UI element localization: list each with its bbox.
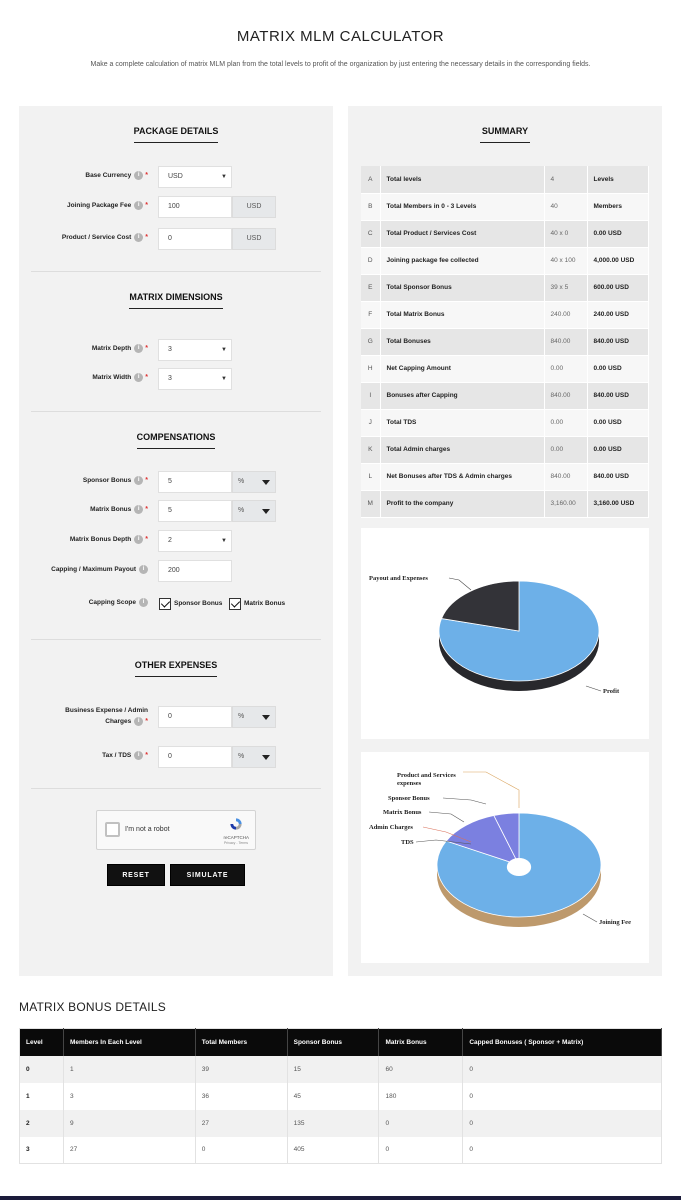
- summary-key: L: [361, 463, 380, 490]
- chart-label: Payout and Expenses: [369, 575, 428, 582]
- table-row: [20, 1137, 662, 1164]
- table-row: [20, 1083, 662, 1110]
- info-icon[interactable]: i: [134, 373, 143, 382]
- column-header: Capped Bonuses ( Sponsor + Matrix): [463, 1029, 662, 1056]
- summary-row: [361, 220, 649, 247]
- info-icon[interactable]: i: [134, 505, 143, 514]
- page-title: MATRIX MLM CALCULATOR: [236, 28, 445, 45]
- matrix-dimensions-heading: MATRIX DIMENSIONS: [19, 292, 333, 309]
- chart-label: TDS: [401, 839, 414, 846]
- matrix-width-label: Matrix Width: [92, 374, 132, 382]
- table-cell: 15: [287, 1056, 379, 1083]
- matrix-bonus-depth-select[interactable]: 2 ▼: [158, 530, 232, 552]
- summary-result: 240.00 USD: [587, 301, 649, 328]
- summary-result: 4,000.00 USD: [587, 247, 649, 274]
- payout-breakdown-chart: [361, 752, 649, 963]
- caret-down-icon: [262, 480, 270, 485]
- sponsor-bonus-row: [19, 471, 333, 493]
- summary-result: 840.00 USD: [587, 463, 649, 490]
- required-marker: *: [145, 718, 148, 725]
- summary-result: 3,160.00 USD: [587, 490, 649, 517]
- summary-calc: 840.00: [544, 328, 587, 355]
- product-cost-row: [19, 228, 333, 250]
- table-cell: 0: [379, 1137, 463, 1164]
- joining-fee-input[interactable]: 100: [158, 196, 232, 218]
- table-cell: 1: [20, 1083, 64, 1110]
- summary-calc: 0.00: [544, 436, 587, 463]
- chart-label: Profit: [603, 688, 620, 695]
- profit-pie-chart: [361, 528, 649, 739]
- summary-label: Total Bonuses: [380, 328, 544, 355]
- matrix-bonus-table: [19, 1028, 662, 1164]
- label-leader-line: [463, 772, 519, 808]
- chart-label: Product and Services: [397, 772, 456, 779]
- compensations-heading: COMPENSATIONS: [19, 432, 333, 449]
- other-expenses-heading: OTHER EXPENSES: [19, 660, 333, 677]
- caret-down-icon: [262, 715, 270, 720]
- required-marker: *: [145, 477, 148, 484]
- chart-label: expenses: [397, 780, 422, 787]
- summary-label: Bonuses after Capping: [380, 382, 544, 409]
- sponsor-bonus-label: Sponsor Bonus: [82, 477, 132, 485]
- summary-key: G: [361, 328, 380, 355]
- chart-label: Joining Fee: [599, 919, 631, 926]
- info-icon[interactable]: i: [134, 751, 143, 760]
- table-cell: 180: [379, 1083, 463, 1110]
- admin-charges-row: [19, 706, 333, 728]
- required-marker: *: [145, 506, 148, 513]
- summary-calc: 40 x 0: [544, 220, 587, 247]
- table-cell: 135: [287, 1110, 379, 1137]
- payout-donut-svg: [361, 752, 649, 963]
- summary-panel: [348, 106, 662, 976]
- matrix-bonus-row: [19, 500, 333, 522]
- matrix-bonus-depth-label: Matrix Bonus Depth: [69, 536, 132, 544]
- section-divider: [31, 788, 321, 789]
- matrix-depth-label: Matrix Depth: [91, 345, 132, 353]
- column-header: Members In Each Level: [63, 1029, 195, 1056]
- summary-result: 600.00 USD: [587, 274, 649, 301]
- table-cell: 2: [20, 1110, 64, 1137]
- summary-result: 840.00 USD: [587, 328, 649, 355]
- info-icon[interactable]: i: [139, 565, 148, 574]
- label-leader-line: [586, 686, 601, 691]
- section-divider: [31, 271, 321, 272]
- required-marker: *: [145, 536, 148, 543]
- table-cell: 39: [195, 1056, 287, 1083]
- table-cell: 0: [463, 1137, 662, 1164]
- package-details-heading: PACKAGE DETAILS: [19, 126, 333, 143]
- summary-label: Total Members in 0 - 3 Levels: [380, 193, 544, 220]
- label-leader-line: [429, 812, 464, 822]
- calculator-form-panel: [19, 106, 333, 976]
- reset-button[interactable]: RESET: [107, 864, 165, 886]
- summary-row: [361, 436, 649, 463]
- table-cell: 27: [195, 1110, 287, 1137]
- summary-result: Members: [587, 193, 649, 220]
- summary-key: H: [361, 355, 380, 382]
- summary-result: 0.00 USD: [587, 436, 649, 463]
- sponsor-bonus-checkbox-label: Sponsor Bonus: [174, 600, 223, 607]
- summary-row: [361, 301, 649, 328]
- summary-key: I: [361, 382, 380, 409]
- info-icon[interactable]: i: [134, 717, 143, 726]
- joining-fee-unit: USD: [232, 196, 276, 218]
- column-header: Total Members: [195, 1029, 287, 1056]
- info-icon[interactable]: i: [134, 233, 143, 242]
- summary-label: Total Matrix Bonus: [380, 301, 544, 328]
- sponsor-bonus-checkbox[interactable]: [159, 598, 171, 610]
- base-currency-select[interactable]: USD ▼: [158, 166, 232, 188]
- column-header: Sponsor Bonus: [287, 1029, 379, 1056]
- table-row: [20, 1110, 662, 1137]
- chart-label: Matrix Bonus: [383, 809, 422, 816]
- info-icon[interactable]: i: [139, 598, 148, 607]
- matrix-bonus-checkbox-label: Matrix Bonus: [244, 600, 286, 607]
- summary-row: [361, 490, 649, 517]
- summary-label: Total Admin charges: [380, 436, 544, 463]
- caret-down-icon: [262, 755, 270, 760]
- table-cell: 27: [63, 1137, 195, 1164]
- required-marker: *: [145, 234, 148, 241]
- simulate-button[interactable]: SIMULATE: [170, 864, 245, 886]
- summary-key: M: [361, 490, 380, 517]
- summary-calc: 3,160.00: [544, 490, 587, 517]
- chart-label: Sponsor Bonus: [388, 795, 430, 802]
- product-cost-input[interactable]: 0: [158, 228, 232, 250]
- summary-row: [361, 193, 649, 220]
- info-icon[interactable]: i: [134, 201, 143, 210]
- chevron-down-icon: ▼: [221, 538, 227, 544]
- donut-hole: [507, 858, 531, 876]
- table-cell: 0: [20, 1056, 64, 1083]
- info-icon[interactable]: i: [134, 171, 143, 180]
- matrix-depth-select[interactable]: 3 ▼: [158, 339, 232, 361]
- table-cell: 405: [287, 1137, 379, 1164]
- summary-row: [361, 463, 649, 490]
- chevron-down-icon: ▼: [221, 376, 227, 382]
- base-currency-row: [19, 166, 333, 188]
- summary-key: B: [361, 193, 380, 220]
- sponsor-bonus-unit-select[interactable]: %: [232, 471, 276, 493]
- matrix-bonus-unit-select[interactable]: %: [232, 500, 276, 522]
- summary-calc: 840.00: [544, 463, 587, 490]
- summary-result: 0.00 USD: [587, 220, 649, 247]
- required-marker: *: [145, 374, 148, 381]
- required-marker: *: [145, 752, 148, 759]
- product-cost-unit: USD: [232, 228, 276, 250]
- caret-down-icon: [262, 509, 270, 514]
- summary-label: Total TDS: [380, 409, 544, 436]
- summary-row: [361, 355, 649, 382]
- table-cell: 9: [63, 1110, 195, 1137]
- summary-label: Joining package fee collected: [380, 247, 544, 274]
- matrix-depth-row: [19, 339, 333, 361]
- table-cell: 0: [463, 1056, 662, 1083]
- summary-key: K: [361, 436, 380, 463]
- label-leader-line: [449, 578, 471, 590]
- capping-scope-label: Capping Scope: [88, 599, 136, 607]
- recaptcha-brand: reCAPTCHA: [223, 835, 249, 840]
- table-cell: 3: [63, 1083, 195, 1110]
- summary-label: Profit to the company: [380, 490, 544, 517]
- summary-calc: 0.00: [544, 409, 587, 436]
- label-leader-line: [583, 914, 597, 922]
- label-leader-line: [443, 798, 486, 804]
- summary-calc: 40: [544, 193, 587, 220]
- matrix-bonus-label: Matrix Bonus: [90, 506, 132, 514]
- page-subtitle: Make a complete calculation of matrix MLM plan from the total levels to profit of the organization by just entering the necessary details in the corresponding fields.: [90, 61, 591, 68]
- recaptcha-logo-icon: [229, 817, 243, 831]
- table-cell: 0: [195, 1137, 287, 1164]
- section-divider: [31, 639, 321, 640]
- matrix-bonus-checkbox[interactable]: [229, 598, 241, 610]
- table-row: [20, 1056, 662, 1083]
- chevron-down-icon: ▼: [221, 174, 227, 180]
- tax-input[interactable]: 0: [158, 746, 232, 768]
- joining-fee-row: [19, 196, 333, 218]
- matrix-bonus-input[interactable]: 5: [158, 500, 232, 522]
- summary-row: [361, 382, 649, 409]
- summary-result: Levels: [587, 166, 649, 193]
- summary-label: Total Product / Services Cost: [380, 220, 544, 247]
- tax-label: Tax / TDS: [102, 752, 132, 760]
- column-header: Level: [20, 1029, 64, 1056]
- table-cell: 1: [63, 1056, 195, 1083]
- table-cell: 60: [379, 1056, 463, 1083]
- summary-calc: 240.00: [544, 301, 587, 328]
- required-marker: *: [145, 345, 148, 352]
- capping-label: Capping / Maximum Payout: [51, 566, 136, 574]
- capping-row: [19, 560, 333, 582]
- table-cell: 3: [20, 1137, 64, 1164]
- summary-row: [361, 274, 649, 301]
- summary-key: J: [361, 409, 380, 436]
- admin-charges-unit-select[interactable]: %: [232, 706, 276, 728]
- summary-calc: 39 x 5: [544, 274, 587, 301]
- tax-row: [19, 746, 333, 768]
- tax-unit-select[interactable]: %: [232, 746, 276, 768]
- admin-charges-input[interactable]: 0: [158, 706, 232, 728]
- sponsor-bonus-input[interactable]: 5: [158, 471, 232, 493]
- recaptcha-terms[interactable]: Privacy - Terms: [223, 841, 248, 845]
- column-header: Matrix Bonus: [379, 1029, 463, 1056]
- profit-pie-svg: [361, 528, 649, 739]
- required-marker: *: [145, 202, 148, 209]
- info-icon[interactable]: i: [134, 535, 143, 544]
- matrix-width-row: [19, 368, 333, 390]
- summary-label: Total Sponsor Bonus: [380, 274, 544, 301]
- summary-calc: 840.00: [544, 382, 587, 409]
- summary-label: Net Capping Amount: [380, 355, 544, 382]
- matrix-bonus-depth-row: [19, 530, 333, 552]
- info-icon[interactable]: i: [134, 476, 143, 485]
- table-cell: 0: [379, 1110, 463, 1137]
- summary-label: Total levels: [380, 166, 544, 193]
- summary-result: 0.00 USD: [587, 409, 649, 436]
- summary-calc: 40 x 100: [544, 247, 587, 274]
- table-cell: 0: [463, 1110, 662, 1137]
- base-currency-label: Base Currency: [85, 172, 132, 180]
- table-cell: 36: [195, 1083, 287, 1110]
- table-cell: 0: [463, 1083, 662, 1110]
- summary-heading: SUMMARY: [348, 126, 662, 143]
- matrix-width-select[interactable]: 3 ▼: [158, 368, 232, 390]
- summary-key: F: [361, 301, 380, 328]
- product-cost-label: Product / Service Cost: [61, 234, 132, 242]
- summary-row: [361, 166, 649, 193]
- summary-row: [361, 328, 649, 355]
- footer-bar: [0, 1196, 681, 1200]
- joining-fee-label: Joining Package Fee: [66, 202, 132, 210]
- summary-result: 0.00 USD: [587, 355, 649, 382]
- matrix-bonus-details-heading: MATRIX BONUS DETAILS: [19, 1000, 166, 1014]
- info-icon[interactable]: i: [134, 344, 143, 353]
- recaptcha-label: I'm not a robot: [125, 826, 170, 833]
- summary-label: Net Bonuses after TDS & Admin charges: [380, 463, 544, 490]
- summary-row: [361, 409, 649, 436]
- summary-key: C: [361, 220, 380, 247]
- table-cell: 45: [287, 1083, 379, 1110]
- summary-key: A: [361, 166, 380, 193]
- summary-key: D: [361, 247, 380, 274]
- recaptcha-checkbox[interactable]: [105, 822, 120, 837]
- summary-result: 840.00 USD: [587, 382, 649, 409]
- capping-input[interactable]: 200: [158, 560, 232, 582]
- required-marker: *: [145, 172, 148, 179]
- admin-charges-label: Business Expense / Admin Charges: [65, 707, 148, 726]
- summary-row: [361, 247, 649, 274]
- recaptcha-widget: [96, 810, 256, 850]
- summary-table: [361, 166, 649, 518]
- chevron-down-icon: ▼: [221, 347, 227, 353]
- chart-label: Admin Charges: [369, 824, 413, 831]
- section-divider: [31, 411, 321, 412]
- summary-calc: 0.00: [544, 355, 587, 382]
- summary-key: E: [361, 274, 380, 301]
- capping-scope-row: [19, 593, 333, 615]
- summary-calc: 4: [544, 166, 587, 193]
